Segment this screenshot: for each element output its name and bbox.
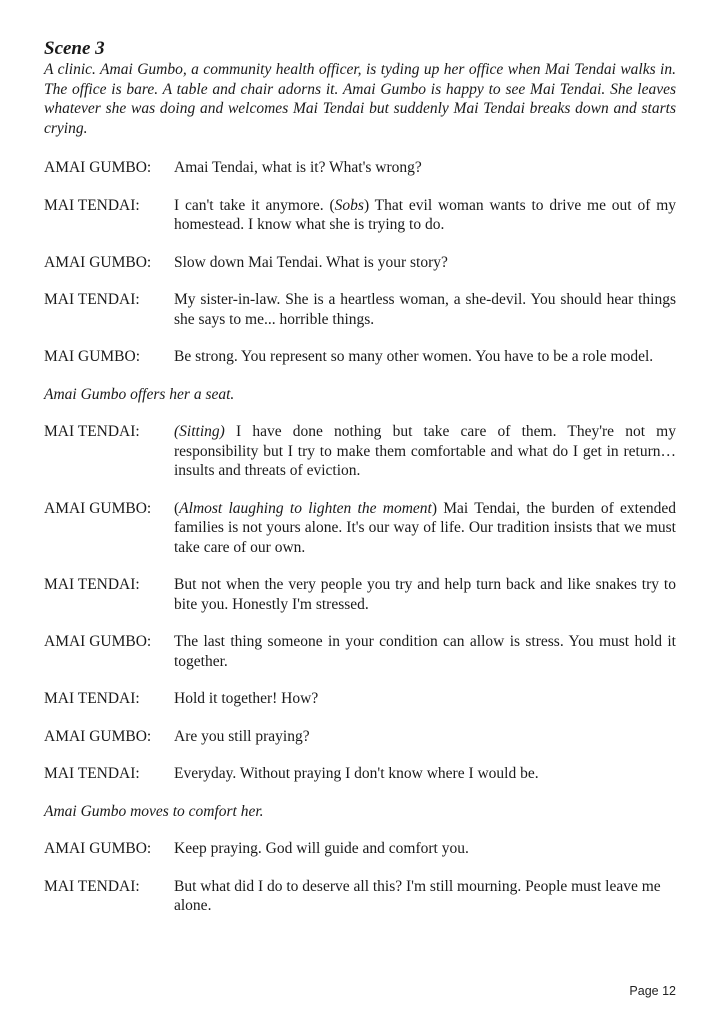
script-page [44, 38, 676, 934]
dialogue-line [44, 290, 676, 329]
dialogue-line [44, 575, 676, 614]
speaker-name: AMAI GUMBO: [44, 633, 152, 650]
speaker-name: MAI TENDAI: [44, 423, 140, 440]
dialogue-line [44, 764, 676, 784]
speaker-name: MAI TENDAI: [44, 291, 140, 308]
dialogue-text: Slow down Mai Tendai. What is your story? [174, 253, 448, 271]
speaker-name: MAI TENDAI: [44, 690, 140, 707]
inline-stage-direction: (Sitting) [174, 423, 225, 440]
dialogue-line [44, 347, 676, 367]
inline-stage-direction: Sobs [334, 196, 364, 214]
dialogue-text: The last thing someone in your condition can allow is stress. You must hold it together. [174, 633, 676, 670]
dialogue-text: Be strong. You represent so many other women. You have to be a role model. [174, 348, 654, 365]
dialogue-line [44, 196, 676, 235]
dialogue-text: Everyday. Without praying I don't know where I would be. [174, 765, 539, 782]
dialogue-text [174, 196, 676, 235]
stage-direction: Amai Gumbo offers her a seat. [44, 385, 235, 403]
stage-direction: Amai Gumbo moves to comfort her. [44, 802, 264, 820]
dialogue-text-part: ) That evil woman wants to drive me out of my homestead. I know what she is trying to do. [174, 196, 677, 233]
dialogue-text [174, 422, 676, 481]
speaker-name: AMAI GUMBO: [44, 727, 152, 745]
dialogue-text-part: ( [174, 499, 180, 517]
inline-stage-direction: Almost laughing to lighten the moment [179, 499, 432, 517]
dialogue-text: Amai Tendai, what is it? What's wrong? [174, 159, 422, 176]
dialogue-line [44, 632, 676, 671]
scene-title: Scene 3 [44, 38, 105, 59]
dialogue-text [174, 499, 676, 558]
dialogue-text-part: I can't take it anymore. ( [174, 196, 335, 214]
dialogue-text-part: ) Mai Tendai, the burden of extended families is not yours alone. It's our way of life. Our tradition insists that we must take care of our own. [174, 499, 676, 556]
dialogue-text-part: I have done nothing but take care of them. They're not my responsibility but I try to make them comfortable and what do I get in return… insults and threats of eviction. [174, 423, 676, 479]
dialogue-line [44, 499, 676, 558]
dialogue-text: Hold it together! How? [174, 690, 319, 707]
dialogue-text: My sister-in-law. She is a heartless woman, a she-devil. You should hear things she says to me... horrible things. [174, 291, 676, 328]
dialogue-line [44, 877, 676, 916]
speaker-name: MAI TENDAI: [44, 196, 140, 214]
dialogue-line [44, 689, 676, 709]
dialogue-line [44, 158, 676, 178]
speaker-name: AMAI GUMBO: [44, 159, 152, 176]
dialogue-line [44, 727, 676, 747]
speaker-name: AMAI GUMBO: [44, 499, 152, 517]
speaker-name: MAI TENDAI: [44, 765, 140, 782]
page-number: Page 12 [629, 984, 676, 998]
dialogue-text: Keep praying. God will guide and comfort you. [174, 840, 469, 857]
dialogue-line [44, 839, 676, 859]
speaker-name: MAI TENDAI: [44, 576, 140, 593]
dialogue-text: But not when the very people you try and help turn back and like snakes try to bite you. Honestly I'm stressed. [174, 576, 676, 613]
dialogue-text: Are you still praying? [174, 727, 310, 745]
scene-intro-direction: A clinic. Amai Gumbo, a community health officer, is tyding up her office when Mai Tendai walks in. The office is bare. A table and chair adorns it. Amai Gumbo is happy to see Mai Tendai. She leaves whatever she was doing and welcomes Mai Tendai but suddenly Mai Tendai breaks down and starts crying. [44, 61, 676, 137]
speaker-name: AMAI GUMBO: [44, 253, 152, 271]
speaker-name: MAI GUMBO: [44, 348, 141, 365]
dialogue-text: But what did I do to deserve all this? I'm still mourning. People must leave me alone. [174, 877, 661, 914]
dialogue-line [44, 253, 676, 273]
speaker-name: MAI TENDAI: [44, 877, 140, 895]
dialogue-line [44, 422, 676, 481]
speaker-name: AMAI GUMBO: [44, 840, 152, 857]
